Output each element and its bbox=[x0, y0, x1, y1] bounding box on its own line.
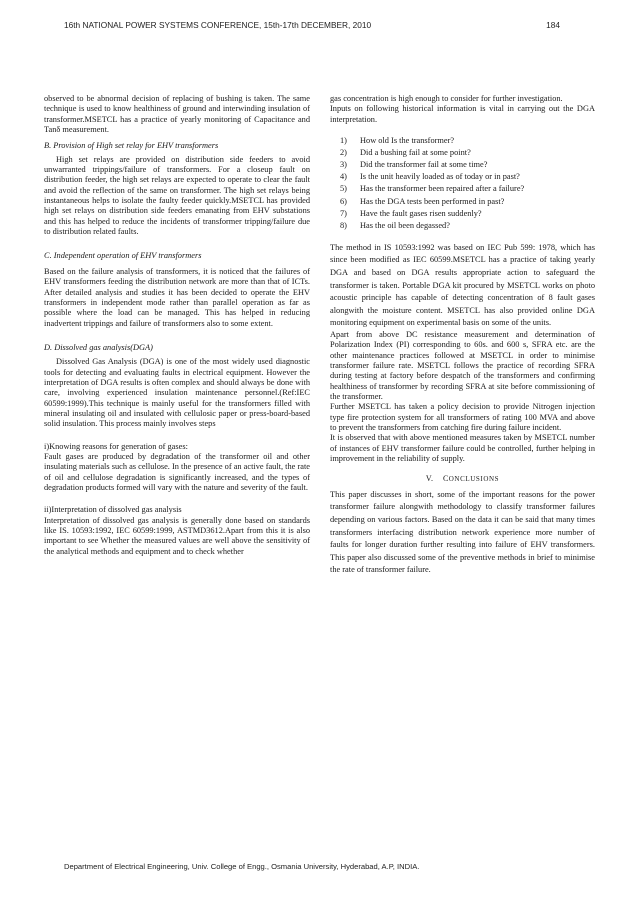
page-number: 184 bbox=[546, 20, 560, 30]
inputs-intro: Inputs on following historical information is vital in carrying out the DGA interpretation. bbox=[330, 104, 595, 124]
continuation-paragraph: gas concentration is high enough to consider for further investigation. bbox=[330, 94, 563, 103]
history-questions-list bbox=[330, 135, 595, 232]
step-i-body: Fault gases are produced by degradation of the transformer oil and other insulating materials such as cellulose. In the presence of an active fault, the rate of oil and cellulose degradation is significantly increased, and the types of degradation products formed will vary with the nature and severity of the fault. bbox=[44, 451, 310, 492]
conclusions-body: This paper discusses in short, some of the important reasons for the power transformer failure alongwith methodology to classify transformer failures depending on various factors. Based on the data it can be said that many times transformers interfacing distribution network experience more number of faults for longer duration further resulting into failure of EHV transformers. This paper also discussed some of the preventive methods in brief to minimise the rate of transformer failure. bbox=[330, 489, 595, 575]
apart-paragraph: Apart from above DC resistance measurement and determination of Polarization Index (PI) corresponding to 60s. and 600 s, SFRA etc. are the other maintenance practices followed at MSETCL in order to minimise transformer failure rate. MSETCL follows the practice of recording SFRA during testing at factory before despatch of the transformers and confirming healthiness of transformer by recording SFRA at site before commissioning of the transformer. bbox=[330, 329, 595, 401]
conclusions-heading: V. CONCLUSIONS bbox=[425, 474, 500, 484]
list-item: 1) How old Is the transformer? bbox=[340, 136, 455, 146]
step-i-heading: i)Knowing reasons for generation of gases: bbox=[44, 441, 188, 451]
conference-title: 16th NATIONAL POWER SYSTEMS CONFERENCE, 15th-17th DECEMBER, 2010 bbox=[64, 20, 372, 30]
step-ii-heading: ii)Interpretation of dissolved gas analysis bbox=[44, 505, 182, 515]
list-item: 2) Did a bushing fail at some point? bbox=[340, 148, 471, 158]
running-header bbox=[64, 20, 574, 36]
list-item: 4) Is the unit heavily loaded as of today or in past? bbox=[340, 172, 520, 182]
list-item: 7) Have the fault gases risen suddenly? bbox=[340, 208, 482, 218]
affiliation-footer: Department of Electrical Engineering, Univ. College of Engg., Osmania University, Hyderabad, A.P, INDIA. bbox=[64, 862, 420, 871]
intro-paragraph: observed to be abnormal decision of replacing of bushing is taken. The same technique is used to know healthiness of ground and interwinding insulation of transformer.MSETCL has a practice of yearly monitoring of Capacitance and Tanδ measurement. bbox=[44, 94, 310, 135]
step-ii-body: Interpretation of dissolved gas analysis is generally done based on standards like IS. 10593:1992, IEC 60599:1999, ASTMD3612.Apart from this it is also important to see Whether the measured values are well above the sensitivity of the analytical methods and equipment and to check whether bbox=[44, 515, 310, 556]
further-paragraph: Further MSETCL has taken a policy decision to provide Nitrogen injection type fire protection system for all transformers of rating 100 MVA and above to prevent the transformers from catching fire during failure incident. bbox=[330, 402, 595, 433]
list-item: 8) Has the oil been degassed? bbox=[340, 220, 450, 230]
section-c-body: Based on the failure analysis of transformers, it is noticed that the failures of EHV transformers feeding the distribution network are more than that of ICTs. After detailed analysis and studies it has been decided to operate the EHV transformers in independent mode rather than parallel operation as far as possible where the load can be managed. This has helped in reducing inadvertent trippings and failure of transformers also to some extent. bbox=[44, 266, 310, 328]
right-column bbox=[330, 94, 595, 577]
section-b-heading: B. Provision of High set relay for EHV transformers bbox=[44, 141, 219, 151]
left-column bbox=[44, 94, 310, 557]
section-d-heading: D. Dissolved gas analysis(DGA) bbox=[44, 342, 153, 352]
section-b-body: High set relays are provided on distribution side feeders to avoid unwarranted trippings/failure of transformers. For a closeup fault on distribution feeder, the high set relays are expected to operate to clear the fault and avoid the reflection of the same on transformer. The high set relays being instantaneous helps to isolate the faulty feeder quickly.MSETCL has provided high set relays on distribution side feeders emanating from EHV substations and this has helped to reduce the incidents of transformer tripping/failure due to distribution related faults. bbox=[44, 154, 310, 237]
observed-paragraph: It is observed that with above mentioned measures taken by MSETCL number of instances of EHV transformer failure could be controlled, further helping in improvement in the reliability of supply. bbox=[330, 433, 595, 464]
section-d-body: Dissolved Gas Analysis (DGA) is one of the most widely used diagnostic tools for detecting and evaluating faults in electrical equipment. However the interpretation of DGA results is often complex and should always be done with care, involving experienced insulation maintenance personnel.(Ref:IEC 60599:1999).This technique is mainly useful for the transformers filled with mineral insulating oil and insulated with cellulosic paper or press-board-based solid insulation. This process mainly involves steps bbox=[44, 357, 310, 429]
list-item: 5) Has the transformer been repaired after a failure? bbox=[340, 184, 525, 194]
list-item: 6) Has the DGA tests been performed in past? bbox=[340, 196, 505, 206]
section-c-heading: C. Independent operation of EHV transformers bbox=[44, 251, 202, 261]
list-item: 3) Did the transformer fail at some time? bbox=[340, 160, 488, 170]
method-paragraph: The method in IS 10593:1992 was based on IEC Pub 599: 1978, which has since been modified as IEC 60599.MSETCL has a practice of taking yearly DGA and based on DGA results appropriate action to safeguard the transformer is taken. Portable DGA kit procured by MSETCL works on photo acoustic principle has capable of detecting concentration of 8 fault gases alongwith the moisture content. MSETCL has also provided online DGA monitoring equipment on experimental basis on some of the units. bbox=[330, 242, 595, 328]
